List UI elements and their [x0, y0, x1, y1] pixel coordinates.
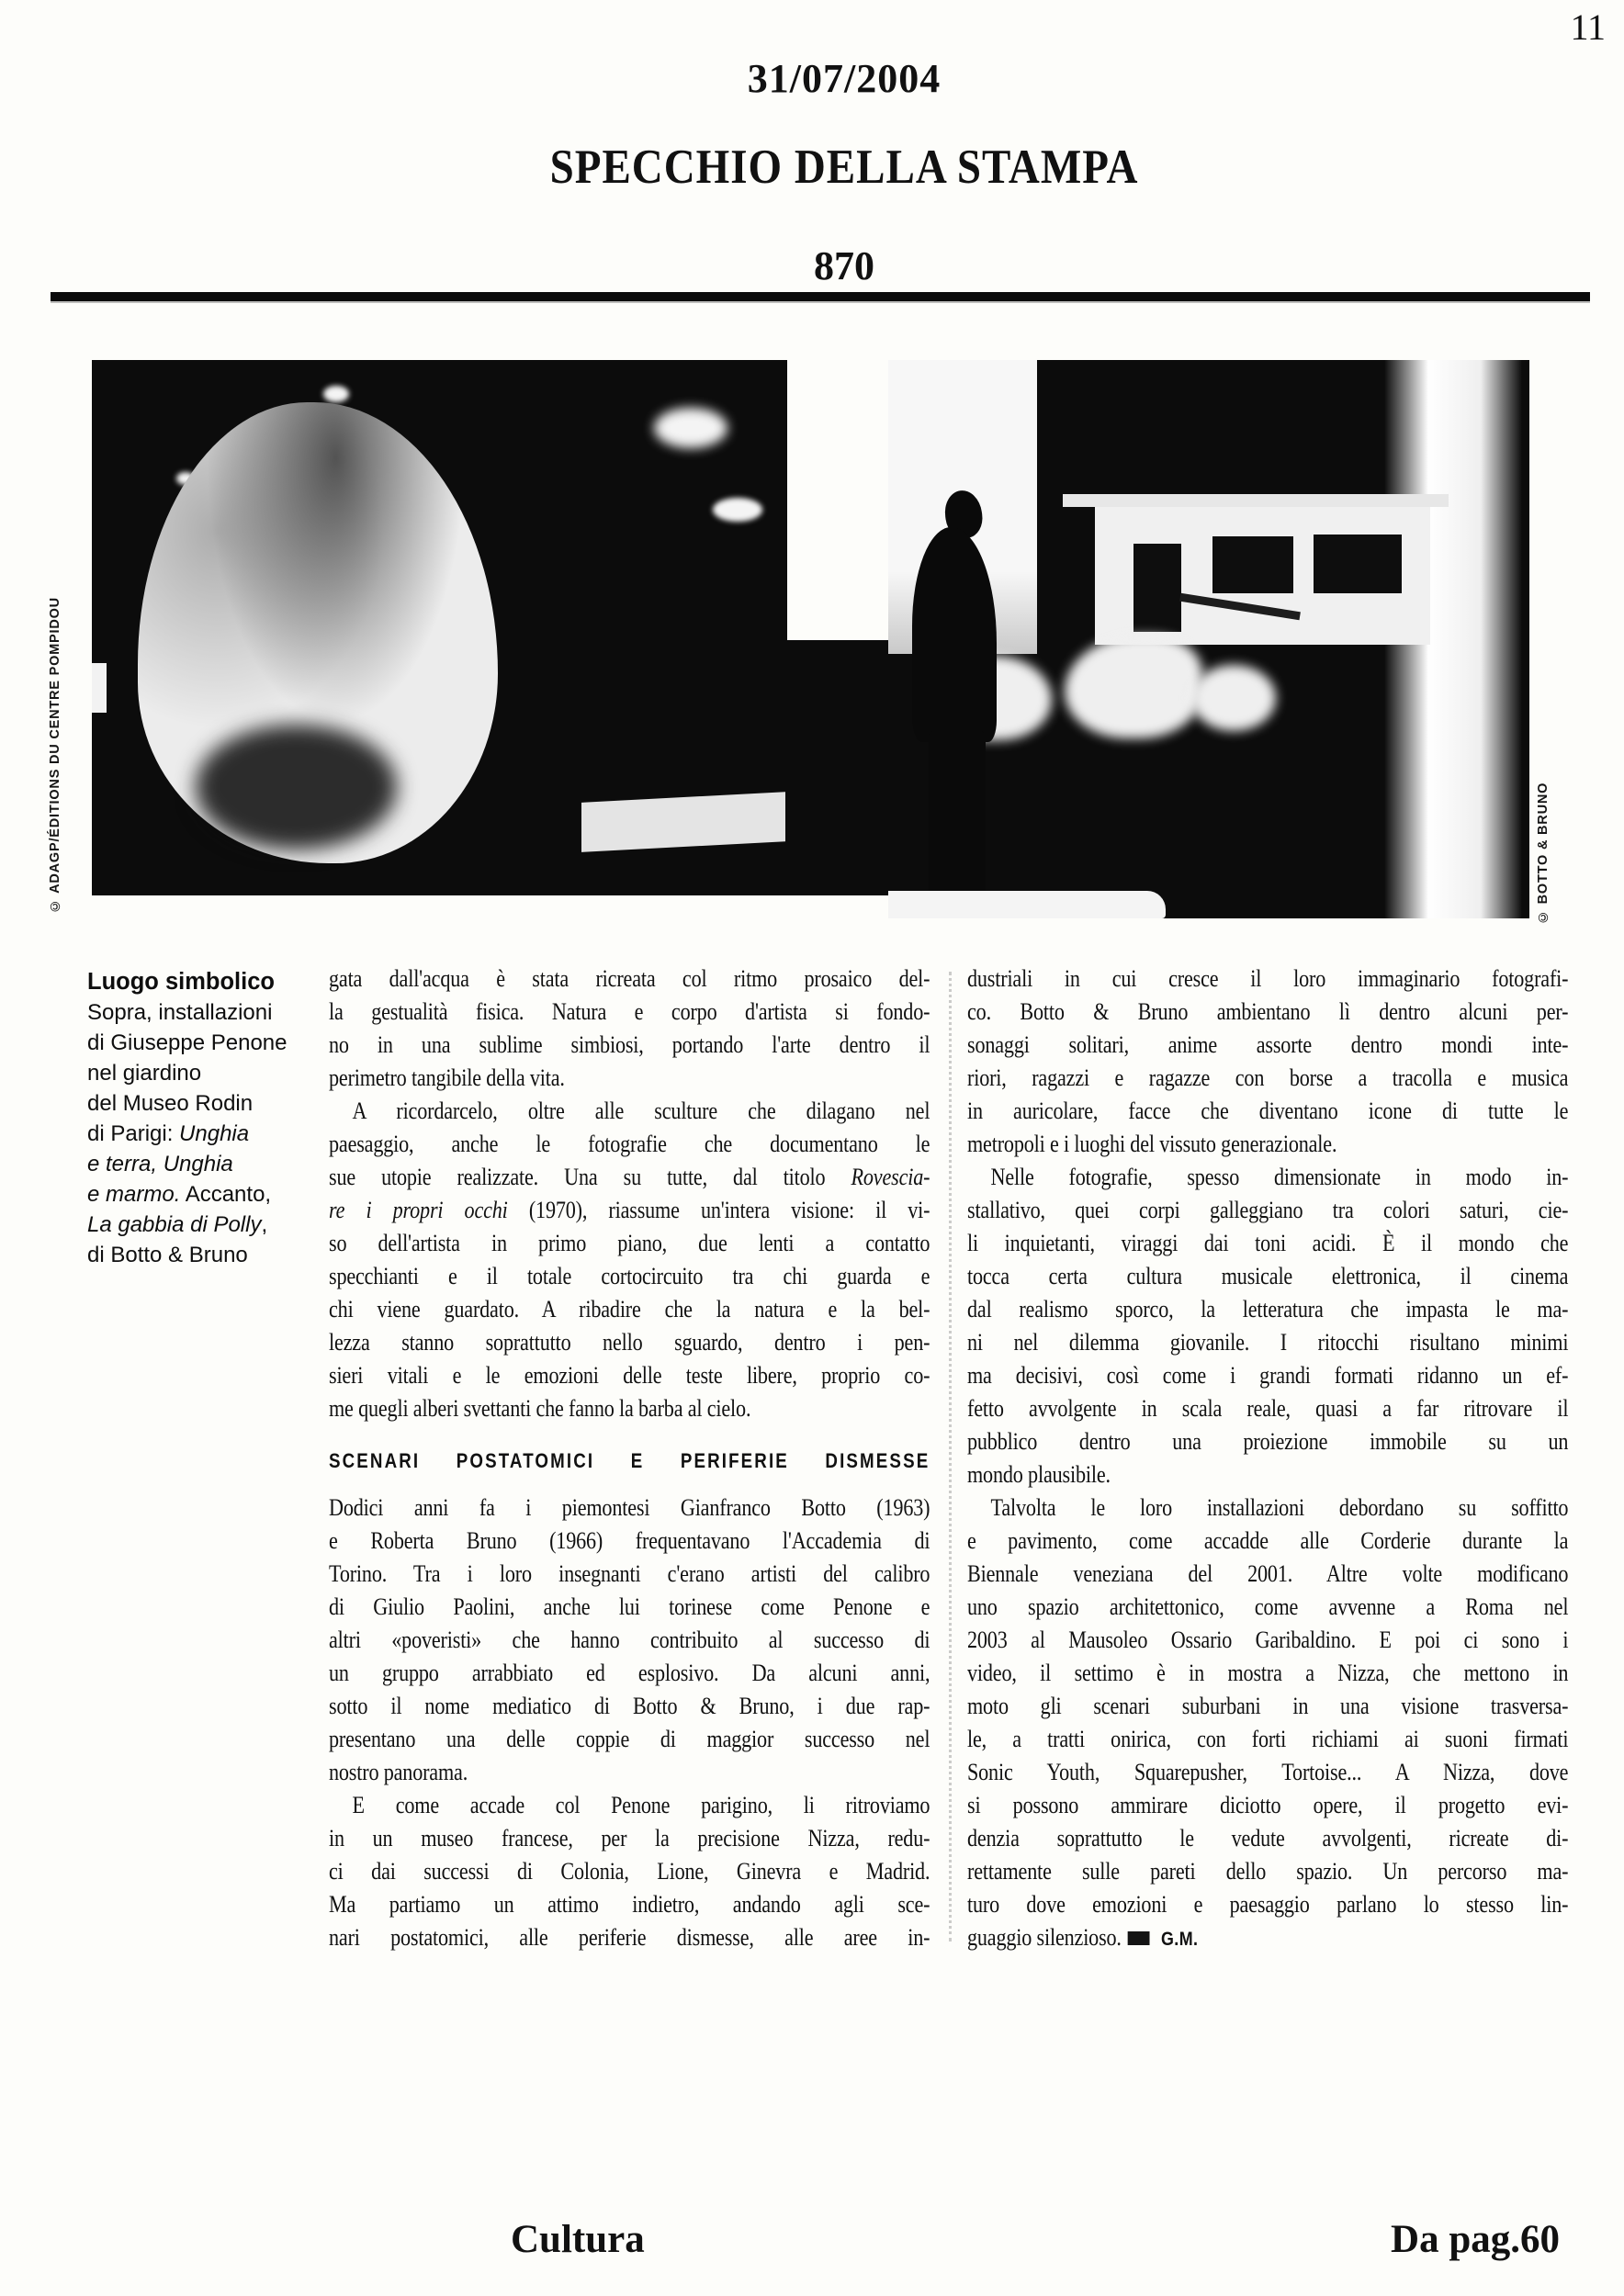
text-line: in auricolare, facce che diventano icone di tutte le — [967, 1097, 1569, 1124]
text-line: A ricordarcelo, oltre alle sculture che dilagano nel — [352, 1097, 930, 1124]
standing-figure-silhouette — [892, 490, 1030, 915]
caption-lines — [87, 997, 321, 1270]
text-line: nostro panorama. — [329, 1759, 468, 1785]
text-line: di Giuseppe Penone — [87, 1030, 288, 1055]
text-line: sonaggi solitari, anime assorte dentro mondi inte- — [967, 1031, 1569, 1058]
text-line: La gabbia di Polly, — [87, 1212, 268, 1237]
text-line: Nelle fotografie, spesso dimensionate in modo in- — [990, 1164, 1569, 1190]
photo-join-shadow — [785, 640, 890, 895]
text-line: paesaggio, anche le fotografie che documentano le — [329, 1131, 930, 1157]
text-line: pubblico dentro una proiezione immobile su un — [967, 1428, 1569, 1455]
text-line: sotto il nome mediatico di Botto & Bruno, i due rap- — [329, 1693, 930, 1719]
text-line: re i propri occhi (1970), riassume un'intera visione: il vi- — [329, 1197, 930, 1223]
text-line: e terra, Unghia — [87, 1152, 233, 1176]
bush-highlight — [1191, 665, 1276, 731]
text-line: so dell'artista in primo piano, due lenti a contatto — [329, 1230, 930, 1256]
text-line: no in una sublime simbiosi, portando l'arte dentro il — [329, 1031, 930, 1058]
edge-highlight — [92, 663, 107, 713]
text-line: guaggio silenzioso. G.M. — [967, 1924, 1199, 1951]
text-line: di Giulio Paolini, anche lui torinese come Penone e — [329, 1593, 930, 1620]
text-line: le, a tratti onirica, con forti richiami ai suoni firmati — [967, 1726, 1569, 1752]
photo-caption — [87, 966, 321, 1270]
text-line: denzia soprattutto le vedute avvolgenti, ricreate di- — [967, 1825, 1569, 1851]
text-line: fetto avvolgente in scala reale, quasi a far ritrovare il — [967, 1395, 1569, 1422]
text-line: sue utopie realizzate. Una su tutte, dal titolo Rovescia- — [329, 1164, 930, 1190]
text-line: rettamente sulle pareti dello spazio. Un percorso ma- — [967, 1858, 1569, 1885]
article-end-mark — [1128, 1931, 1150, 1945]
text-line: Sopra, installazioni — [87, 1000, 273, 1025]
caption-title: Luogo simbolico — [87, 969, 275, 995]
text-line: E come accade col Penone parigino, li ritroviamo — [352, 1792, 930, 1818]
masthead-title: SPECCHIO DELLA STAMPA — [549, 141, 1139, 195]
text-line: metropoli e i luoghi del vissuto generazionale. — [967, 1131, 1337, 1157]
text-line: si possono ammirare diciotto opere, il progetto evi- — [967, 1792, 1569, 1818]
text-line: video, il settimo è in mostra a Nizza, che mettono in — [967, 1660, 1569, 1686]
text-line: turo dove emozioni e paesaggio parlano lo stesso lin- — [967, 1891, 1569, 1918]
issue-number: 870 — [814, 243, 874, 288]
article-column-2 — [967, 962, 1569, 1954]
text-line: sieri vitali e le emozioni delle teste libere, proprio co- — [329, 1362, 930, 1389]
text-line: moto gli scenari suburbani in una visione trasversa- — [967, 1693, 1569, 1719]
photo-botto-bruno-figure — [888, 360, 1529, 918]
text-line: e pavimento, come accadde alle Corderie durante la — [967, 1527, 1569, 1554]
text-line: di Parigi: Unghia — [87, 1121, 250, 1146]
text-line: altri «poveristi» che hanno contribuito al successo di — [329, 1626, 930, 1653]
text-line: 2003 al Mausoleo Ossario Garibaldino. E poi ci sono i — [967, 1626, 1569, 1653]
photo-strip — [92, 360, 1529, 922]
figure-body — [912, 527, 997, 742]
text-line: ma decisivi, così come i grandi formati ridanno un ef- — [967, 1362, 1569, 1389]
text-line: gata dall'acqua è stata ricreata col ritmo prosaico del- — [329, 965, 930, 992]
text-line: di Botto & Bruno — [87, 1243, 248, 1267]
text-line: lezza stanno soprattutto nello sguardo, dentro i pen- — [329, 1329, 930, 1356]
text-line: ni nel dilemma giovanile. I ritocchi risultano minimi — [967, 1329, 1569, 1356]
footer-section-label: Cultura — [511, 2218, 645, 2261]
text-line: Sonic Youth, Squarepusher, Tortoise... A Nizza, dove — [967, 1759, 1569, 1785]
building-window — [1314, 535, 1402, 593]
photo-credit-right: © BOTTO & BRUNO — [1536, 782, 1551, 924]
text-line: nel giardino — [87, 1061, 202, 1086]
text-line: specchianti e il totale cortocircuito tra chi guarda e — [329, 1263, 930, 1289]
text-line: nari postatomici, alle periferie dismesse, alle aree in- — [329, 1924, 930, 1951]
column1-block1 — [329, 962, 930, 1425]
text-line: dal realismo sporco, la letteratura che impasta le ma- — [967, 1296, 1569, 1322]
column-divider — [949, 972, 952, 1941]
article-column-1 — [329, 962, 930, 1954]
text-line: e Roberta Bruno (1966) frequentavano l'Accademia di — [329, 1527, 930, 1554]
foliage-highlight — [323, 386, 349, 402]
text-line: me quegli alberi svettanti che fanno la barba al cielo. — [329, 1395, 751, 1422]
sky-patch — [713, 498, 762, 522]
text-line: mondo plausibile. — [967, 1461, 1111, 1488]
text-line: dustriali in cui cresce il loro immaginario fotografi- — [967, 965, 1569, 992]
page-number: 11 — [1570, 6, 1606, 48]
building-window — [1212, 536, 1293, 593]
header-rule — [51, 292, 1590, 301]
text-line: uno spazio architettonico, come avvenne a Roma nel — [967, 1593, 1569, 1620]
text-line: presentano una delle coppie di maggior successo nel — [329, 1726, 930, 1752]
text-line: in un museo francese, per la precisione Nizza, redu- — [329, 1825, 930, 1851]
text-line: Dodici anni fa i piemontesi Gianfranco Botto (1963) — [329, 1494, 930, 1521]
column1-block2 — [329, 1491, 930, 1954]
wall-highlight — [581, 792, 787, 852]
text-line: li inquietanti, viraggi dai toni acidi. È il mondo che — [967, 1230, 1569, 1256]
text-line: e marmo. Accanto, — [87, 1182, 272, 1207]
text-line: Torino. Tra i loro insegnanti c'erano artisti del calibro — [329, 1560, 930, 1587]
stair-rail — [1179, 593, 1301, 621]
text-line: tocca certa cultura musicale elettronica, il cinema — [967, 1263, 1569, 1289]
bush-highlight — [1065, 636, 1202, 738]
sky-patch — [654, 408, 727, 448]
text-line: chi viene guardato. A ribadire che la natura e la bel- — [329, 1296, 930, 1322]
photo-credit-left: © ADAGP/ÉDITIONS DU CENTRE POMPIDOU — [48, 597, 62, 913]
column2-block — [967, 962, 1568, 1954]
text-line: perimetro tangibile della vita. — [329, 1064, 565, 1091]
photo-penone-egg-sculpture — [92, 360, 787, 895]
clipping-date: 31/07/2004 — [747, 56, 942, 101]
egg-sculpture-shape — [138, 402, 498, 863]
text-line: Biennale veneziana del 2001. Altre volte modificano — [967, 1560, 1569, 1587]
footer-from-page: Da pag.60 — [1391, 2218, 1560, 2261]
text-line: la gestualità fisica. Natura e corpo d'artista si fondo- — [329, 998, 930, 1025]
text-line: del Museo Rodin — [87, 1091, 254, 1116]
ground-highlight — [888, 891, 1166, 918]
text-line: riori, ragazzi e ragazze con borse a tracolla e musica — [967, 1064, 1569, 1091]
text-line: Talvolta le loro installazioni debordano su soffitto — [990, 1494, 1569, 1521]
text-line: Ma partiamo un attimo indietro, andando agli sce- — [329, 1891, 930, 1918]
text-line: co. Botto & Bruno ambientano lì dentro alcuni per- — [967, 998, 1569, 1025]
text-line: ci dai successi di Colonia, Lione, Ginevra e Madrid. — [329, 1858, 930, 1885]
section-header: SCENARI POSTATOMICI E PERIFERIE DISMESSE — [329, 1449, 930, 1472]
text-line: stallativo, quei corpi galleggiano tra colori saturi, cie- — [967, 1197, 1569, 1223]
figure-legs — [929, 731, 986, 915]
building-door — [1133, 544, 1181, 632]
building-roofline — [1063, 494, 1449, 507]
text-line: un gruppo arrabbiato ed esplosivo. Da alcuni anni, — [329, 1660, 930, 1686]
building-facade — [1095, 507, 1430, 645]
